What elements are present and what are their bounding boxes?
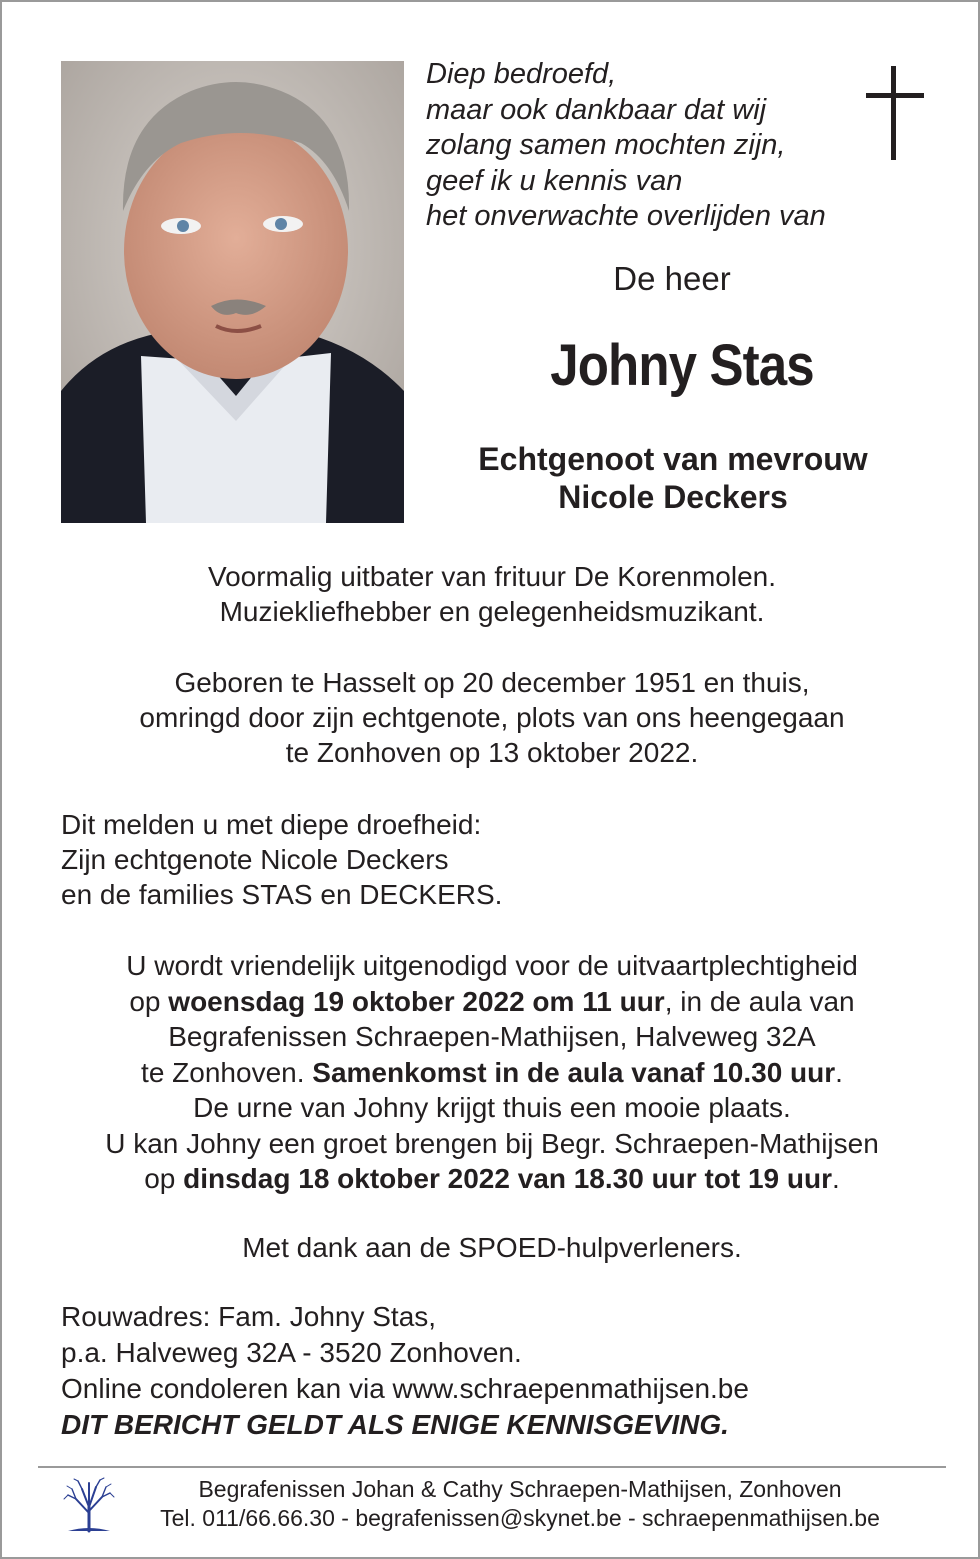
intro-line: Diep bedroefd, (426, 58, 617, 90)
invitation-text-part: op (144, 1163, 184, 1194)
notice-text: DIT BERICHT GELDT ALS ENIGE KENNISGEVING. (61, 1409, 729, 1440)
invitation-text-part: te Zonhoven. (141, 1056, 313, 1088)
occupation-line: Muziekliefhebber en gelegenheidsmuzikant. (219, 596, 765, 627)
invitation-line: U wordt vriendelijk uitgenodigd voor de uitvaartplechtigheid (126, 950, 858, 981)
salutation: De heer (613, 260, 731, 297)
invitation-text-part: op (129, 985, 169, 1017)
birth-line: Geboren te Hasselt op 20 december 1951 en thuis, (174, 667, 810, 698)
footer-contact: Tel. 011/66.66.30 - begrafenissen@skynet.be - schraepenmathijsen.be (160, 1505, 880, 1531)
cross-icon (866, 66, 924, 160)
condolence-link[interactable]: Online condoleren kan via www.schraepenmathijsen.be (61, 1373, 749, 1404)
birth-death-text (42, 665, 942, 770)
announcement-line: Dit melden u met diepe droefheid: (61, 809, 482, 840)
invitation-text-part: . (835, 1056, 843, 1088)
spouse-info (432, 440, 914, 516)
invitation-line: De urne van Johny krijgt thuis een mooie plaats. (193, 1092, 791, 1123)
invitation-text-part: . (832, 1163, 840, 1194)
invitation-line: U kan Johny een groet brengen bij Begr. Schraepen-Mathijsen (105, 1127, 879, 1159)
thanks-text: Met dank aan de SPOED-hulpverleners. (242, 1232, 742, 1263)
invitation-line (42, 1055, 942, 1091)
mourning-address (61, 1299, 941, 1443)
intro-line: zolang samen mochten zijn, (426, 129, 786, 161)
ceremony-date: woensdag 19 oktober 2022 om 11 uur (168, 985, 665, 1017)
announcement-line: en de families STAS en DECKERS. (61, 879, 503, 910)
address-line: Rouwadres: Fam. Johny Stas, (61, 1301, 437, 1332)
spouse-line: Echtgenoot van mevrouw (478, 441, 868, 477)
announcement-text (61, 807, 761, 912)
intro-text (426, 57, 866, 235)
invitation-line (42, 1161, 942, 1197)
invitation-line (42, 984, 942, 1020)
footer-company: Begrafenissen Johan & Cathy Schraepen-Mathijsen, Zonhoven (198, 1476, 842, 1502)
birth-line: omringd door zijn echtgenote, plots van ons heengegaan (139, 702, 845, 733)
intro-line: maar ook dankbaar dat wij (426, 93, 767, 126)
birth-line: te Zonhoven op 13 oktober 2022. (285, 737, 699, 768)
footer-info (120, 1475, 920, 1533)
portrait-photo (61, 61, 404, 523)
portrait-image (61, 61, 404, 523)
address-line: p.a. Halveweg 32A - 3520 Zonhoven. (61, 1337, 522, 1368)
intro-line: geef ik u kennis van (426, 164, 683, 197)
tree-logo-icon (62, 1477, 116, 1533)
invitation-text (42, 948, 942, 1197)
gathering-time: Samenkomst in de aula vanaf 10.30 uur (312, 1056, 836, 1088)
deceased-name: Johny Stas (550, 333, 814, 398)
occupation-text (42, 559, 942, 629)
footer-divider (38, 1466, 946, 1468)
invitation-text-part: , in de aula van (664, 985, 855, 1017)
announcement-line: Zijn echtgenote Nicole Deckers (61, 844, 449, 875)
invitation-line: Begrafenissen Schraepen-Mathijsen, Halveweg 32A (168, 1021, 816, 1052)
occupation-line: Voormalig uitbater van frituur De Korenmolen. (207, 561, 777, 592)
visitation-time: dinsdag 18 oktober 2022 van 18.30 uur tot 19 uur (183, 1163, 833, 1194)
intro-line: het onverwachte overlijden van (426, 200, 826, 232)
spouse-name: Nicole Deckers (558, 479, 788, 515)
